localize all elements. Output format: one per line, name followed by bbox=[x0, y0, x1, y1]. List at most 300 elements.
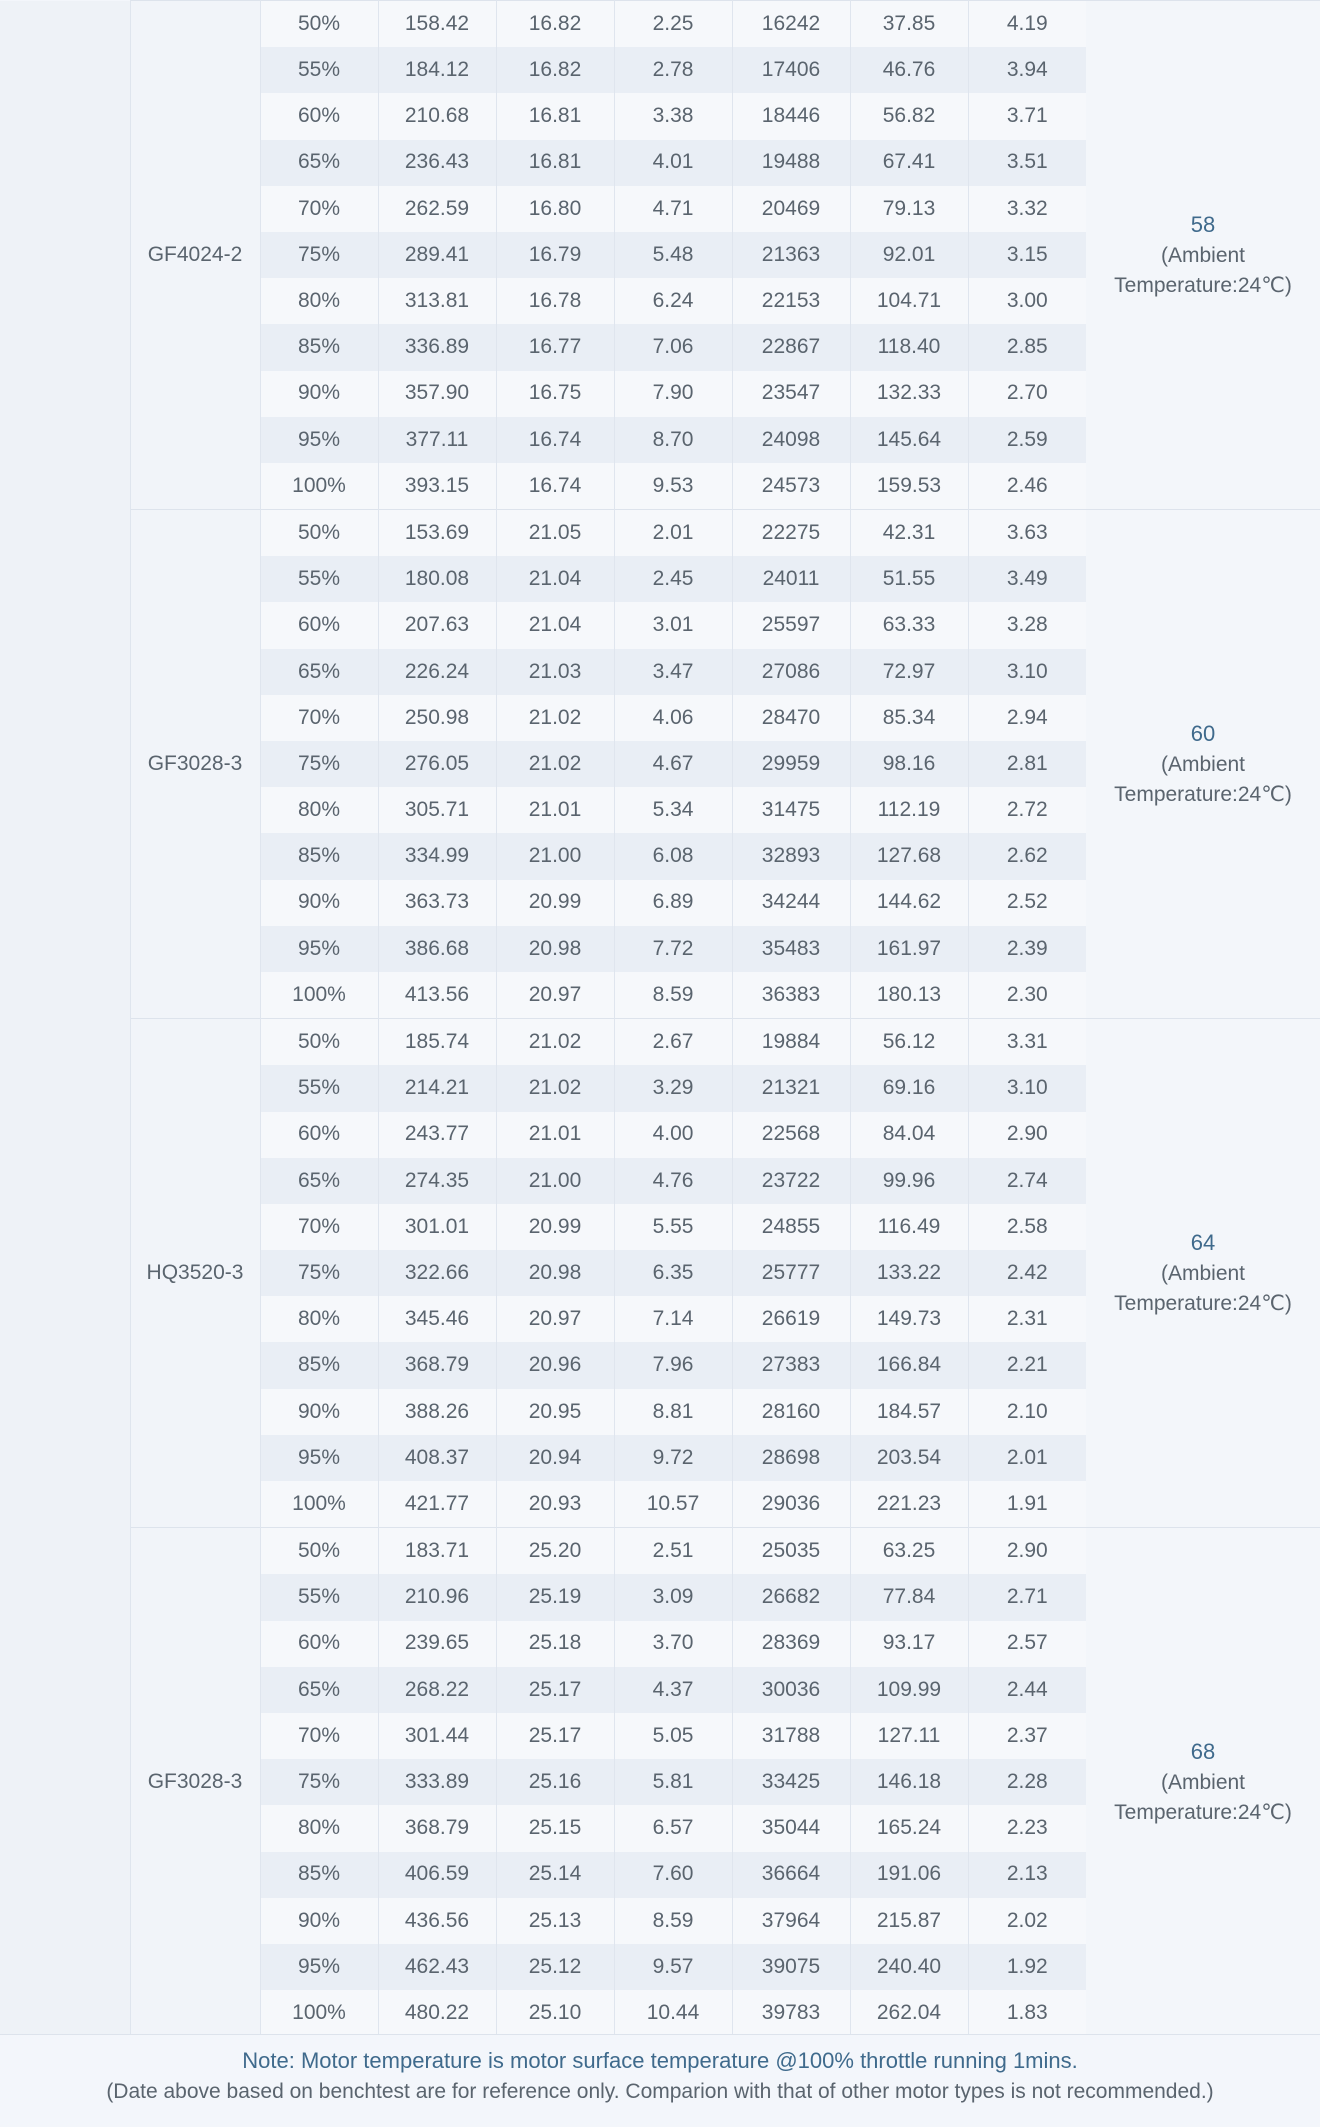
value-cell: 28698 bbox=[732, 1435, 850, 1481]
throttle-cell: 70% bbox=[260, 1204, 378, 1250]
value-cell: 2.37 bbox=[968, 1713, 1086, 1759]
value-cell: 25.16 bbox=[496, 1759, 614, 1805]
value-cell: 480.22 bbox=[378, 1990, 496, 2036]
value-cell: 36383 bbox=[732, 972, 850, 1019]
value-cell: 21.02 bbox=[496, 741, 614, 787]
value-cell: 268.22 bbox=[378, 1667, 496, 1713]
value-cell: 3.01 bbox=[614, 602, 732, 648]
value-cell: 29959 bbox=[732, 741, 850, 787]
value-cell: 7.14 bbox=[614, 1296, 732, 1342]
value-cell: 2.74 bbox=[968, 1158, 1086, 1204]
value-cell: 6.89 bbox=[614, 880, 732, 926]
value-cell: 2.25 bbox=[614, 1, 732, 48]
value-cell: 2.59 bbox=[968, 417, 1086, 463]
value-cell: 2.78 bbox=[614, 47, 732, 93]
value-cell: 133.22 bbox=[850, 1250, 968, 1296]
value-cell: 393.15 bbox=[378, 463, 496, 510]
value-cell: 23547 bbox=[732, 371, 850, 417]
value-cell: 2.30 bbox=[968, 972, 1086, 1019]
value-cell: 34244 bbox=[732, 880, 850, 926]
value-cell: 6.08 bbox=[614, 833, 732, 879]
value-cell: 63.33 bbox=[850, 602, 968, 648]
value-cell: 20.98 bbox=[496, 926, 614, 972]
value-cell: 421.77 bbox=[378, 1481, 496, 1528]
throttle-cell: 55% bbox=[260, 1065, 378, 1111]
value-cell: 20.95 bbox=[496, 1389, 614, 1435]
value-cell: 20469 bbox=[732, 186, 850, 232]
value-cell: 37964 bbox=[732, 1898, 850, 1944]
value-cell: 145.64 bbox=[850, 417, 968, 463]
value-cell: 386.68 bbox=[378, 926, 496, 972]
value-cell: 1.83 bbox=[968, 1990, 1086, 2036]
motor-model-cell bbox=[0, 1, 130, 2037]
value-cell: 165.24 bbox=[850, 1805, 968, 1851]
value-cell: 250.98 bbox=[378, 695, 496, 741]
value-cell: 25.17 bbox=[496, 1713, 614, 1759]
value-cell: 2.70 bbox=[968, 371, 1086, 417]
value-cell: 16.82 bbox=[496, 1, 614, 48]
value-cell: 22568 bbox=[732, 1112, 850, 1158]
value-cell: 98.16 bbox=[850, 741, 968, 787]
value-cell: 3.71 bbox=[968, 93, 1086, 139]
value-cell: 25.19 bbox=[496, 1574, 614, 1620]
value-cell: 99.96 bbox=[850, 1158, 968, 1204]
temperature-cell bbox=[1086, 1528, 1320, 2037]
value-cell: 69.16 bbox=[850, 1065, 968, 1111]
value-cell: 23722 bbox=[732, 1158, 850, 1204]
value-cell: 51.55 bbox=[850, 556, 968, 602]
value-cell: 42.31 bbox=[850, 510, 968, 557]
value-cell: 16.74 bbox=[496, 417, 614, 463]
value-cell: 3.10 bbox=[968, 649, 1086, 695]
throttle-cell: 70% bbox=[260, 695, 378, 741]
value-cell: 21.05 bbox=[496, 510, 614, 557]
value-cell: 31788 bbox=[732, 1713, 850, 1759]
value-cell: 144.62 bbox=[850, 880, 968, 926]
throttle-cell: 80% bbox=[260, 1805, 378, 1851]
value-cell: 3.38 bbox=[614, 93, 732, 139]
value-cell: 21.02 bbox=[496, 695, 614, 741]
throttle-cell: 50% bbox=[260, 510, 378, 557]
throttle-cell: 65% bbox=[260, 1158, 378, 1204]
value-cell: 28369 bbox=[732, 1621, 850, 1667]
value-cell: 22275 bbox=[732, 510, 850, 557]
value-cell: 16.77 bbox=[496, 324, 614, 370]
value-cell: 462.43 bbox=[378, 1944, 496, 1990]
value-cell: 210.68 bbox=[378, 93, 496, 139]
value-cell: 35483 bbox=[732, 926, 850, 972]
throttle-cell: 95% bbox=[260, 1435, 378, 1481]
value-cell: 2.67 bbox=[614, 1019, 732, 1066]
value-cell: 2.51 bbox=[614, 1528, 732, 1575]
value-cell: 313.81 bbox=[378, 278, 496, 324]
table-row bbox=[0, 510, 1320, 557]
value-cell: 20.98 bbox=[496, 1250, 614, 1296]
value-cell: 16.80 bbox=[496, 186, 614, 232]
value-cell: 2.90 bbox=[968, 1112, 1086, 1158]
temperature-cell bbox=[1086, 510, 1320, 1019]
value-cell: 2.44 bbox=[968, 1667, 1086, 1713]
value-cell: 10.44 bbox=[614, 1990, 732, 2036]
throttle-cell: 85% bbox=[260, 1852, 378, 1898]
value-cell: 5.05 bbox=[614, 1713, 732, 1759]
throttle-cell: 90% bbox=[260, 371, 378, 417]
value-cell: 3.15 bbox=[968, 232, 1086, 278]
value-cell: 2.01 bbox=[968, 1435, 1086, 1481]
value-cell: 21363 bbox=[732, 232, 850, 278]
throttle-cell: 60% bbox=[260, 1621, 378, 1667]
value-cell: 16.78 bbox=[496, 278, 614, 324]
value-cell: 79.13 bbox=[850, 186, 968, 232]
footnote-line-1: Note: Motor temperature is motor surface temperature @100% throttle running 1mins. bbox=[242, 2048, 1078, 2073]
value-cell: 184.12 bbox=[378, 47, 496, 93]
value-cell: 18446 bbox=[732, 93, 850, 139]
throttle-cell: 90% bbox=[260, 1389, 378, 1435]
value-cell: 153.69 bbox=[378, 510, 496, 557]
footnote-line-2: (Date above based on benchtest are for reference only. Comparion with that of other motor types is not recommended.) bbox=[106, 2080, 1214, 2103]
value-cell: 413.56 bbox=[378, 972, 496, 1019]
value-cell: 21.00 bbox=[496, 1158, 614, 1204]
value-cell: 3.47 bbox=[614, 649, 732, 695]
value-cell: 8.59 bbox=[614, 1898, 732, 1944]
value-cell: 2.72 bbox=[968, 787, 1086, 833]
value-cell: 239.65 bbox=[378, 1621, 496, 1667]
temperature-cell bbox=[1086, 1019, 1320, 1528]
value-cell: 180.08 bbox=[378, 556, 496, 602]
throttle-cell: 50% bbox=[260, 1, 378, 48]
value-cell: 28160 bbox=[732, 1389, 850, 1435]
propeller-cell: GF3028-3 bbox=[130, 1528, 260, 2037]
value-cell: 127.11 bbox=[850, 1713, 968, 1759]
value-cell: 92.01 bbox=[850, 232, 968, 278]
value-cell: 16.81 bbox=[496, 93, 614, 139]
throttle-cell: 90% bbox=[260, 880, 378, 926]
throttle-cell: 65% bbox=[260, 140, 378, 186]
value-cell: 26619 bbox=[732, 1296, 850, 1342]
value-cell: 214.21 bbox=[378, 1065, 496, 1111]
value-cell: 2.52 bbox=[968, 880, 1086, 926]
value-cell: 85.34 bbox=[850, 695, 968, 741]
value-cell: 408.37 bbox=[378, 1435, 496, 1481]
value-cell: 22153 bbox=[732, 278, 850, 324]
value-cell: 158.42 bbox=[378, 1, 496, 48]
value-cell: 20.99 bbox=[496, 1204, 614, 1250]
value-cell: 21.03 bbox=[496, 649, 614, 695]
value-cell: 8.81 bbox=[614, 1389, 732, 1435]
value-cell: 22867 bbox=[732, 324, 850, 370]
temperature-note: (Ambient Temperature:24℃) bbox=[1114, 752, 1292, 807]
value-cell: 5.34 bbox=[614, 787, 732, 833]
value-cell: 37.85 bbox=[850, 1, 968, 48]
value-cell: 127.68 bbox=[850, 833, 968, 879]
value-cell: 191.06 bbox=[850, 1852, 968, 1898]
value-cell: 149.73 bbox=[850, 1296, 968, 1342]
value-cell: 240.40 bbox=[850, 1944, 968, 1990]
value-cell: 30036 bbox=[732, 1667, 850, 1713]
value-cell: 36664 bbox=[732, 1852, 850, 1898]
value-cell: 6.57 bbox=[614, 1805, 732, 1851]
throttle-cell: 75% bbox=[260, 1759, 378, 1805]
value-cell: 4.37 bbox=[614, 1667, 732, 1713]
value-cell: 3.63 bbox=[968, 510, 1086, 557]
value-cell: 77.84 bbox=[850, 1574, 968, 1620]
value-cell: 203.54 bbox=[850, 1435, 968, 1481]
value-cell: 25.12 bbox=[496, 1944, 614, 1990]
value-cell: 2.71 bbox=[968, 1574, 1086, 1620]
temperature-note: (Ambient Temperature:24℃) bbox=[1114, 243, 1292, 297]
value-cell: 406.59 bbox=[378, 1852, 496, 1898]
temperature-note: (Ambient Temperature:24℃) bbox=[1114, 1261, 1292, 1316]
value-cell: 25597 bbox=[732, 602, 850, 648]
value-cell: 322.66 bbox=[378, 1250, 496, 1296]
value-cell: 180.13 bbox=[850, 972, 968, 1019]
throttle-cell: 50% bbox=[260, 1528, 378, 1575]
value-cell: 5.81 bbox=[614, 1759, 732, 1805]
value-cell: 2.39 bbox=[968, 926, 1086, 972]
value-cell: 16.79 bbox=[496, 232, 614, 278]
value-cell: 2.81 bbox=[968, 741, 1086, 787]
value-cell: 4.06 bbox=[614, 695, 732, 741]
value-cell: 19488 bbox=[732, 140, 850, 186]
value-cell: 25777 bbox=[732, 1250, 850, 1296]
value-cell: 334.99 bbox=[378, 833, 496, 879]
value-cell: 84.04 bbox=[850, 1112, 968, 1158]
value-cell: 7.60 bbox=[614, 1852, 732, 1898]
value-cell: 21321 bbox=[732, 1065, 850, 1111]
throttle-cell: 55% bbox=[260, 1574, 378, 1620]
propeller-cell: HQ3520-3 bbox=[130, 1019, 260, 1528]
value-cell: 368.79 bbox=[378, 1342, 496, 1388]
value-cell: 388.26 bbox=[378, 1389, 496, 1435]
value-cell: 17406 bbox=[732, 47, 850, 93]
throttle-cell: 60% bbox=[260, 1112, 378, 1158]
footnote bbox=[0, 2034, 1320, 2107]
value-cell: 3.28 bbox=[968, 602, 1086, 648]
throttle-cell: 80% bbox=[260, 787, 378, 833]
value-cell: 5.48 bbox=[614, 232, 732, 278]
value-cell: 3.09 bbox=[614, 1574, 732, 1620]
value-cell: 289.41 bbox=[378, 232, 496, 278]
value-cell: 20.97 bbox=[496, 1296, 614, 1342]
value-cell: 2.21 bbox=[968, 1342, 1086, 1388]
value-cell: 26682 bbox=[732, 1574, 850, 1620]
value-cell: 207.63 bbox=[378, 602, 496, 648]
value-cell: 7.90 bbox=[614, 371, 732, 417]
table-row bbox=[0, 1, 1320, 48]
value-cell: 2.23 bbox=[968, 1805, 1086, 1851]
value-cell: 8.59 bbox=[614, 972, 732, 1019]
value-cell: 118.40 bbox=[850, 324, 968, 370]
value-cell: 184.57 bbox=[850, 1389, 968, 1435]
temperature-value: 60 bbox=[1190, 720, 1216, 746]
value-cell: 20.96 bbox=[496, 1342, 614, 1388]
value-cell: 183.71 bbox=[378, 1528, 496, 1575]
value-cell: 215.87 bbox=[850, 1898, 968, 1944]
value-cell: 21.02 bbox=[496, 1019, 614, 1066]
value-cell: 29036 bbox=[732, 1481, 850, 1528]
value-cell: 3.32 bbox=[968, 186, 1086, 232]
throttle-cell: 85% bbox=[260, 833, 378, 879]
value-cell: 2.57 bbox=[968, 1621, 1086, 1667]
value-cell: 24573 bbox=[732, 463, 850, 510]
value-cell: 39075 bbox=[732, 1944, 850, 1990]
temperature-cell bbox=[1086, 1, 1320, 510]
throttle-cell: 100% bbox=[260, 463, 378, 510]
value-cell: 20.94 bbox=[496, 1435, 614, 1481]
throttle-cell: 70% bbox=[260, 1713, 378, 1759]
value-cell: 4.71 bbox=[614, 186, 732, 232]
throttle-cell: 95% bbox=[260, 417, 378, 463]
value-cell: 33425 bbox=[732, 1759, 850, 1805]
value-cell: 2.85 bbox=[968, 324, 1086, 370]
table-row bbox=[0, 1019, 1320, 1066]
value-cell: 236.43 bbox=[378, 140, 496, 186]
value-cell: 301.01 bbox=[378, 1204, 496, 1250]
throttle-cell: 90% bbox=[260, 1898, 378, 1944]
value-cell: 16242 bbox=[732, 1, 850, 48]
value-cell: 24098 bbox=[732, 417, 850, 463]
value-cell: 9.53 bbox=[614, 463, 732, 510]
value-cell: 2.28 bbox=[968, 1759, 1086, 1805]
value-cell: 25.18 bbox=[496, 1621, 614, 1667]
value-cell: 2.10 bbox=[968, 1389, 1086, 1435]
value-cell: 357.90 bbox=[378, 371, 496, 417]
value-cell: 4.19 bbox=[968, 1, 1086, 48]
value-cell: 1.92 bbox=[968, 1944, 1086, 1990]
value-cell: 132.33 bbox=[850, 371, 968, 417]
value-cell: 210.96 bbox=[378, 1574, 496, 1620]
value-cell: 4.01 bbox=[614, 140, 732, 186]
value-cell: 4.76 bbox=[614, 1158, 732, 1204]
value-cell: 146.18 bbox=[850, 1759, 968, 1805]
temperature-value: 64 bbox=[1190, 1229, 1216, 1255]
throttle-cell: 95% bbox=[260, 1944, 378, 1990]
throttle-cell: 50% bbox=[260, 1019, 378, 1066]
temperature-note: (Ambient Temperature:24℃) bbox=[1114, 1770, 1292, 1825]
throttle-cell: 100% bbox=[260, 972, 378, 1019]
temperature-value: 68 bbox=[1190, 1738, 1216, 1764]
value-cell: 39783 bbox=[732, 1990, 850, 2036]
value-cell: 35044 bbox=[732, 1805, 850, 1851]
throttle-cell: 60% bbox=[260, 602, 378, 648]
value-cell: 2.94 bbox=[968, 695, 1086, 741]
value-cell: 161.97 bbox=[850, 926, 968, 972]
value-cell: 56.82 bbox=[850, 93, 968, 139]
value-cell: 3.10 bbox=[968, 1065, 1086, 1111]
value-cell: 25.20 bbox=[496, 1528, 614, 1575]
throttle-cell: 100% bbox=[260, 1481, 378, 1528]
value-cell: 9.57 bbox=[614, 1944, 732, 1990]
value-cell: 262.59 bbox=[378, 186, 496, 232]
value-cell: 2.62 bbox=[968, 833, 1086, 879]
value-cell: 24011 bbox=[732, 556, 850, 602]
value-cell: 21.02 bbox=[496, 1065, 614, 1111]
value-cell: 2.31 bbox=[968, 1296, 1086, 1342]
throttle-cell: 70% bbox=[260, 186, 378, 232]
value-cell: 25.13 bbox=[496, 1898, 614, 1944]
value-cell: 46.76 bbox=[850, 47, 968, 93]
value-cell: 159.53 bbox=[850, 463, 968, 510]
value-cell: 221.23 bbox=[850, 1481, 968, 1528]
value-cell: 27086 bbox=[732, 649, 850, 695]
throttle-cell: 55% bbox=[260, 556, 378, 602]
value-cell: 345.46 bbox=[378, 1296, 496, 1342]
value-cell: 2.02 bbox=[968, 1898, 1086, 1944]
value-cell: 3.00 bbox=[968, 278, 1086, 324]
value-cell: 2.46 bbox=[968, 463, 1086, 510]
value-cell: 185.74 bbox=[378, 1019, 496, 1066]
value-cell: 21.01 bbox=[496, 1112, 614, 1158]
value-cell: 333.89 bbox=[378, 1759, 496, 1805]
value-cell: 3.31 bbox=[968, 1019, 1086, 1066]
value-cell: 21.04 bbox=[496, 602, 614, 648]
value-cell: 21.01 bbox=[496, 787, 614, 833]
value-cell: 7.72 bbox=[614, 926, 732, 972]
value-cell: 19884 bbox=[732, 1019, 850, 1066]
value-cell: 9.72 bbox=[614, 1435, 732, 1481]
value-cell: 2.42 bbox=[968, 1250, 1086, 1296]
value-cell: 24855 bbox=[732, 1204, 850, 1250]
throttle-cell: 65% bbox=[260, 649, 378, 695]
value-cell: 166.84 bbox=[850, 1342, 968, 1388]
value-cell: 7.06 bbox=[614, 324, 732, 370]
temperature-value: 58 bbox=[1190, 211, 1216, 237]
throttle-cell: 75% bbox=[260, 1250, 378, 1296]
value-cell: 336.89 bbox=[378, 324, 496, 370]
value-cell: 63.25 bbox=[850, 1528, 968, 1575]
value-cell: 1.91 bbox=[968, 1481, 1086, 1528]
value-cell: 305.71 bbox=[378, 787, 496, 833]
value-cell: 2.01 bbox=[614, 510, 732, 557]
value-cell: 2.58 bbox=[968, 1204, 1086, 1250]
value-cell: 25.14 bbox=[496, 1852, 614, 1898]
throttle-cell: 100% bbox=[260, 1990, 378, 2036]
value-cell: 72.97 bbox=[850, 649, 968, 695]
value-cell: 20.97 bbox=[496, 972, 614, 1019]
throttle-cell: 80% bbox=[260, 278, 378, 324]
value-cell: 112.19 bbox=[850, 787, 968, 833]
value-cell: 10.57 bbox=[614, 1481, 732, 1528]
value-cell: 25.17 bbox=[496, 1667, 614, 1713]
value-cell: 21.04 bbox=[496, 556, 614, 602]
value-cell: 104.71 bbox=[850, 278, 968, 324]
value-cell: 16.75 bbox=[496, 371, 614, 417]
value-cell: 2.45 bbox=[614, 556, 732, 602]
value-cell: 8.70 bbox=[614, 417, 732, 463]
value-cell: 368.79 bbox=[378, 1805, 496, 1851]
value-cell: 262.04 bbox=[850, 1990, 968, 2036]
value-cell: 2.13 bbox=[968, 1852, 1086, 1898]
value-cell: 25.15 bbox=[496, 1805, 614, 1851]
value-cell: 3.94 bbox=[968, 47, 1086, 93]
value-cell: 4.67 bbox=[614, 741, 732, 787]
value-cell: 2.90 bbox=[968, 1528, 1086, 1575]
value-cell: 363.73 bbox=[378, 880, 496, 926]
throttle-cell: 55% bbox=[260, 47, 378, 93]
throttle-cell: 75% bbox=[260, 741, 378, 787]
value-cell: 16.82 bbox=[496, 47, 614, 93]
value-cell: 377.11 bbox=[378, 417, 496, 463]
value-cell: 20.93 bbox=[496, 1481, 614, 1528]
value-cell: 3.49 bbox=[968, 556, 1086, 602]
throttle-cell: 85% bbox=[260, 1342, 378, 1388]
value-cell: 93.17 bbox=[850, 1621, 968, 1667]
value-cell: 436.56 bbox=[378, 1898, 496, 1944]
value-cell: 20.99 bbox=[496, 880, 614, 926]
value-cell: 3.29 bbox=[614, 1065, 732, 1111]
value-cell: 226.24 bbox=[378, 649, 496, 695]
value-cell: 3.51 bbox=[968, 140, 1086, 186]
